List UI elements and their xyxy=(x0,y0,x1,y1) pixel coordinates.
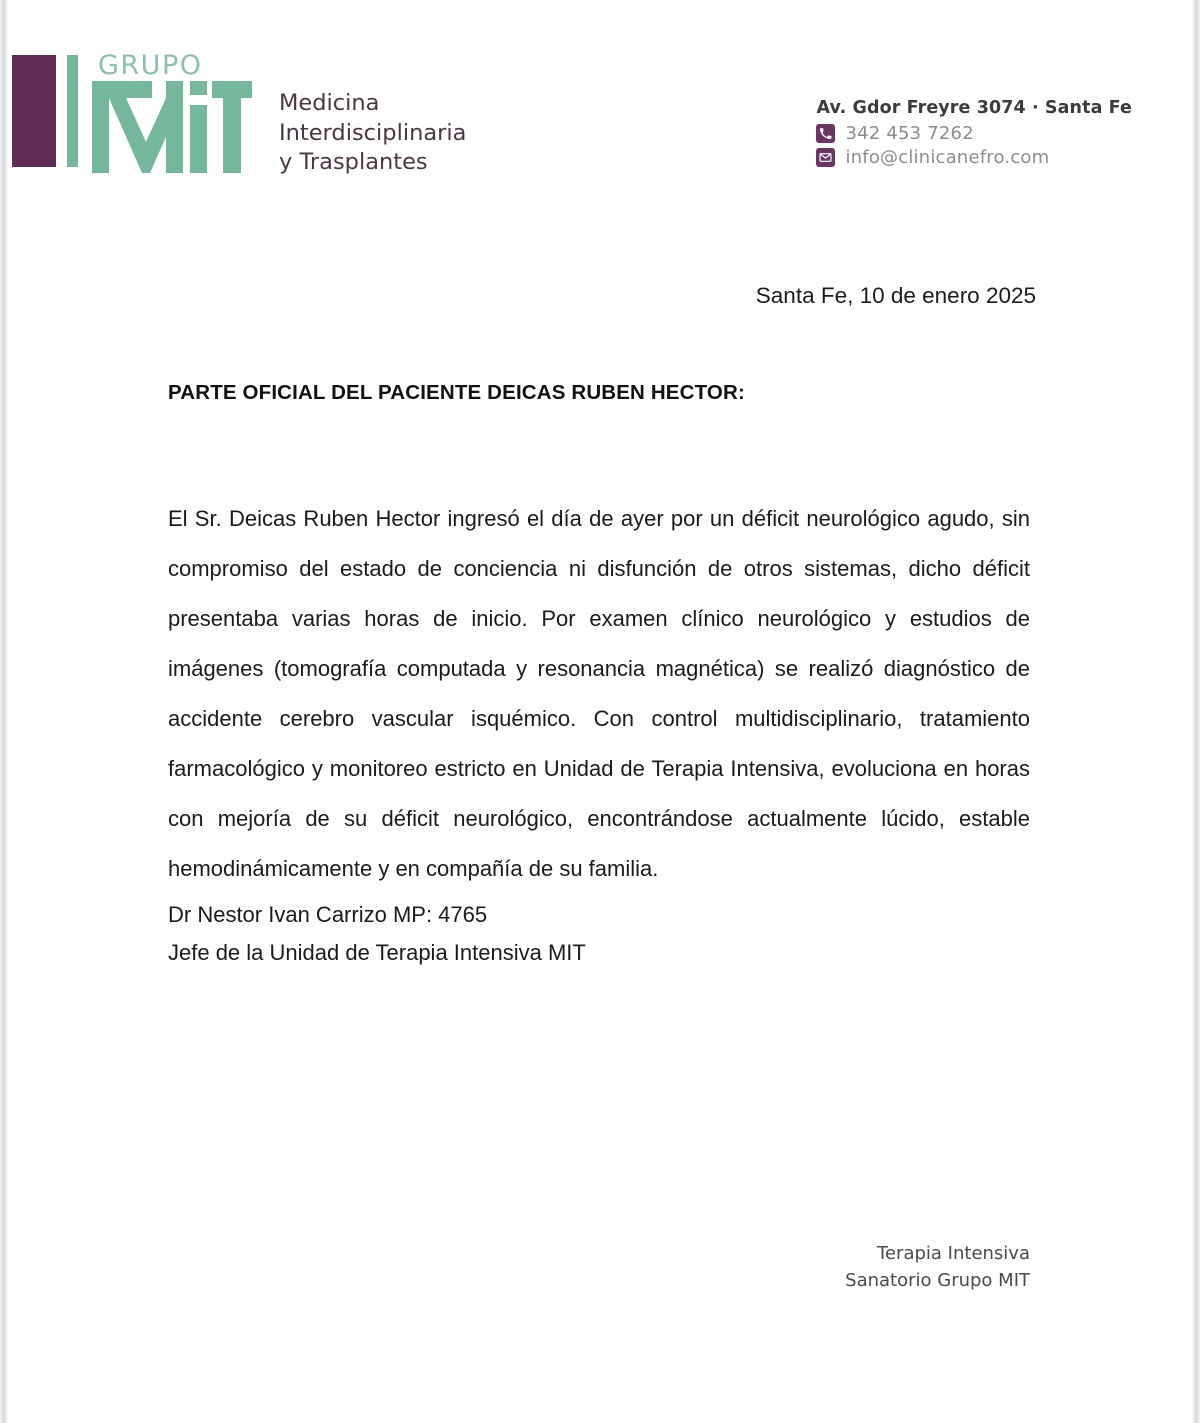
contact-email-row xyxy=(816,147,1132,168)
date-line: Santa Fe, 10 de enero 2025 xyxy=(755,283,1036,308)
contact-address: Av. Gdor Freyre 3074 · Santa Fe xyxy=(816,98,1132,118)
signature-doctor-role: Jefe de la Unidad de Terapia Intensiva MIT xyxy=(168,940,586,965)
contact-phone-number: 342 453 7262 xyxy=(845,123,974,144)
contact-phone-row xyxy=(816,123,1132,144)
logo-grupo-text: GRUPO xyxy=(98,50,203,81)
logo-green-bar xyxy=(67,55,78,167)
phone-icon xyxy=(816,124,835,143)
signature-doctor-name: Dr Nestor Ivan Carrizo MP: 4765 xyxy=(168,902,488,927)
footer-institution: Sanatorio Grupo MIT xyxy=(845,1270,1030,1291)
logo-purple-bar xyxy=(12,55,56,167)
footer-department: Terapia Intensiva xyxy=(877,1243,1030,1264)
logo-tagline xyxy=(279,89,466,178)
logo-mit-glyph xyxy=(92,81,252,173)
envelope-icon xyxy=(816,148,835,167)
logo-tagline-line-3: y Trasplantes xyxy=(279,149,428,176)
contact-info xyxy=(816,98,1132,168)
page-footer xyxy=(0,1240,1030,1294)
signature-block xyxy=(168,896,586,972)
logo-tagline-line-2: Interdisciplinaria xyxy=(279,119,467,146)
page-title: PARTE OFICIAL DEL PACIENTE DEICAS RUBEN HECTOR: xyxy=(168,381,745,404)
report-body-paragraph: El Sr. Deicas Ruben Hector ingresó el día de ayer por un déficit neurológico agudo, sin compromiso del estado de conciencia ni disfunción de otros sistemas, dicho déficit presentaba varias horas de inicio. Por examen clínico neurológico y estudios de imágenes (tomografía computada y resonancia magnética) se realizó diagnóstico de accidente cerebro vascular isquémico. Con control multidisciplinario, tratamiento farmacológico y monitoreo estricto en Unidad de Terapia Intensiva, evoluciona en horas con mejoría de su déficit neurológico, encontrándose actualmente lúcido, estable hemodinámicamente y en compañía de su familia. xyxy=(168,506,1030,881)
logo-wordmark xyxy=(92,50,257,175)
clinic-logo xyxy=(12,50,467,178)
letterhead xyxy=(0,0,1200,215)
logo-tagline-line-1: Medicina xyxy=(279,90,380,116)
contact-email-address: info@clinicanefro.com xyxy=(845,147,1050,168)
